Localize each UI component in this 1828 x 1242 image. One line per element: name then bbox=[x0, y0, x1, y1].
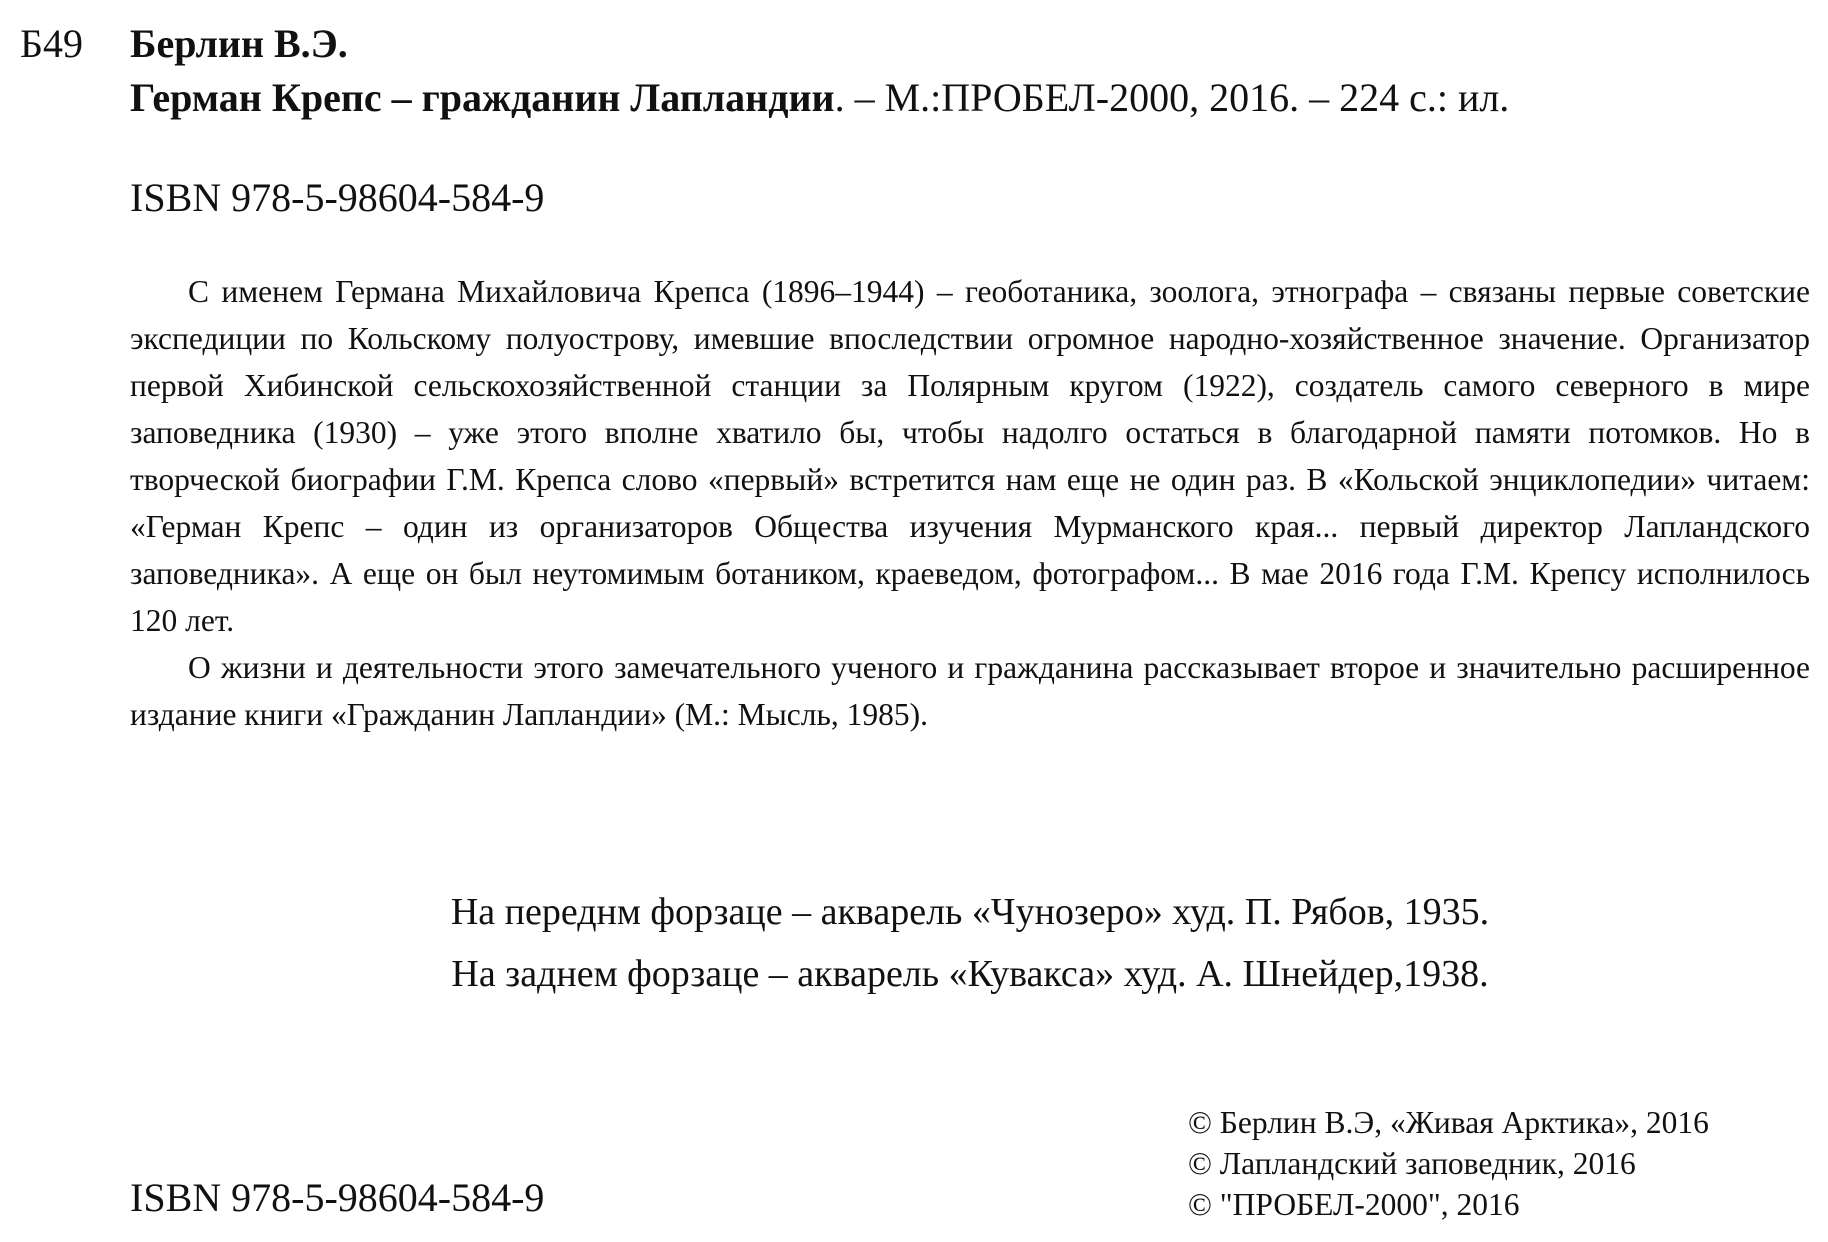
copyright-block bbox=[1188, 1102, 1709, 1225]
title-line bbox=[130, 74, 1509, 121]
book-title: Герман Крепс – гражданин Лапландии bbox=[130, 75, 835, 120]
annotation-paragraph-2: О жизни и деятельности этого замечательного ученого и гражданина рассказывает второе и значительно расширенное издание книги «Гражданин Лапландии» (М.: Мысль, 1985). bbox=[130, 650, 1810, 732]
imprint-info: . – М.:ПРОБЕЛ-2000, 2016. – 224 с.: ил. bbox=[834, 75, 1510, 120]
front-endpaper-note: На переднм форзаце – акварель «Чунозеро» худ. П. Рябов, 1935. bbox=[450, 891, 1490, 933]
isbn-bottom: ISBN 978-5-98604-584-9 bbox=[130, 1175, 545, 1220]
copyright-line-2: © Лапландский заповедник, 2016 bbox=[1188, 1146, 1636, 1181]
isbn-top: ISBN 978-5-98604-584-9 bbox=[130, 175, 545, 220]
copyright-line-1: © Берлин В.Э, «Живая Арктика», 2016 bbox=[1188, 1105, 1709, 1140]
author-name: Берлин В.Э. bbox=[130, 21, 348, 66]
back-endpaper-note: На заднем форзаце – акварель «Кувакса» худ. А. Шнейдер,1938. bbox=[451, 953, 1489, 995]
annotation-paragraph-1: С именем Германа Михайловича Крепса (1896–1944) – геоботаника, зоолога, этнографа – связаны первые советские экспедиции по Кольскому полуострову, имевшие впоследствии огромное народно-хозяйственное значение. Организатор первой Хибинской сельскохозяйственной станции за Полярным кругом (1922), создатель самого северного в мире заповедника (1930) – уже этого вполне хватило бы, чтобы надолго остаться в благодарной памяти потомков. Но в творческой биографии Г.М. Крепса слово «первый» встретится нам еще не один раз. В «Кольской энциклопедии» читаем: «Герман Крепс – один из организаторов Общества изучения Мурманского края... первый директор Лапландского заповедника». А еще он был неутомимым ботаником, краеведом, фотографом... В мае 2016 года Г.М. Крепсу исполнилось 120 лет. bbox=[130, 274, 1810, 638]
catalog-index: Б49 bbox=[20, 21, 83, 66]
copyright-line-3: © "ПРОБЕЛ-2000", 2016 bbox=[1188, 1187, 1520, 1222]
annotation bbox=[130, 268, 1810, 738]
